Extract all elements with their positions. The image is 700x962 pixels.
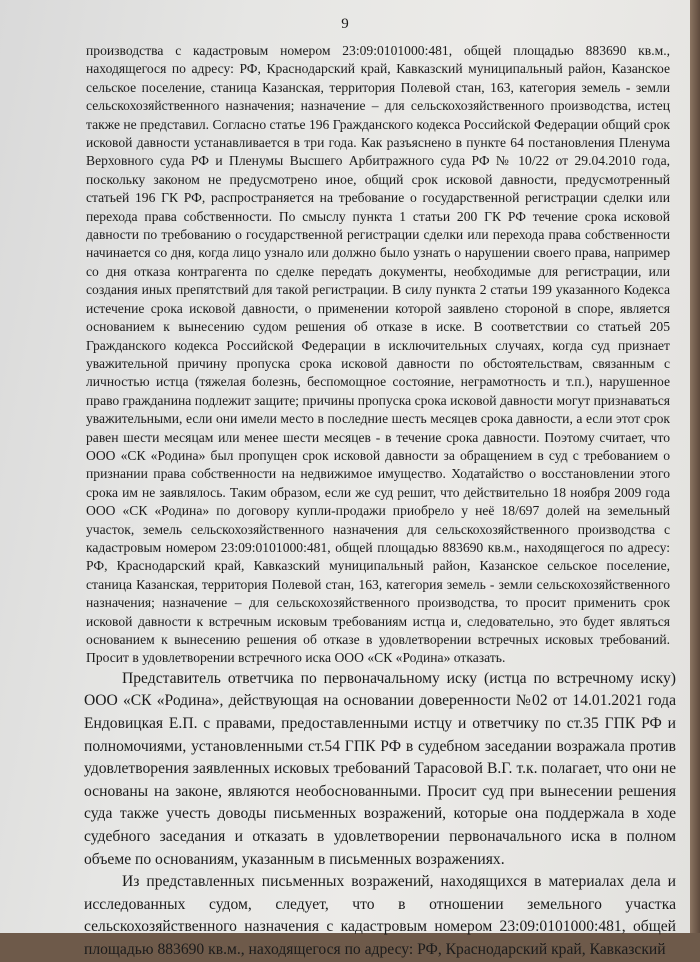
table-surface-edge <box>690 0 700 933</box>
page-number: 9 <box>341 16 349 32</box>
paragraph-written-objections: Из представленных письменных возражений, находящихся в материалах дела и исследованных судом, следует, что в отношении земельного участка сельскохозяйственного назначения с кадастровым номером 23:09:0101000:481, общей площадью 883690 кв.м., находящегося по адресу: РФ, Краснодарский край, Кавказский <box>84 873 676 958</box>
paragraph-statute-of-limitations: производства с кадастровым номером 23:09:0101000:481, общей площадью 883690 кв.м., находящегося по адресу: РФ, Краснодарский край, Кавказский муниципальный район, Казанское сельское поселение, станица Казанская, территория Полевой стан, 163, категория земель - земли сельскохозяйственного назначения; назначение – для сельскохозяйственного производства, истец также не представил. Согласно статье 196 Гражданского кодекса Российской Федерации общий срок исковой давности устанавливается в три года. Как разъяснено в пункте 64 постановления Пленума Верховного суда РФ и Пленумы Высшего Арбитражного суда РФ № 10/22 от 29.04.2010 года, поскольку законом не предусмотрено иное, общий срок исковой давности, предусмотренный статьей 196 ГК РФ, распространяется на требование о государственной регистрации сделки или перехода права собственности. По смыслу пункта 1 статьи 200 ГК РФ течение срока исковой давности по требованию о государственной регистрации сделки или перехода права собственности начинается со дня, когда лицо узнало или должно было узнать о нарушении своего права, например со дня отказа контрагента по сделке передать документы, необходимые для регистрации, или создания иных препятствий для такой регистрации. В силу пункта 2 статьи 199 указанного Кодекса истечение срока исковой давности, о применении которой заявлено стороной в споре, является основанием к вынесению судом решения об отказе в иске. В соответствии со статьей 205 Гражданского кодекса Российской Федерации в исключительных случаях, когда суд признает уважительной причину пропуска срока исковой давности по обстоятельствам, связанным с личностью истца (тяжелая болезнь, беспомощное состояние, неграмотность и т.п.), нарушенное право гражданина подлежит защите; причины пропуска срока исковой давности могут признаваться уважительными, если они имели место в последние шесть месяцев срока давности, а если этот срок равен шести месяцам или менее шести месяцев - в течение срока давности. Поэтому считает, что ООО «СК «Родина» был пропущен срок исковой давности за обращением в суд с требованием о признании права собственности на недвижимое имущество. Ходатайство о восстановлении этого срока им не заявлялось. Таким образом, если же суд решит, что действительно 18 ноября 2009 года ООО «СК «Родина» по договору купли-продажи приобрело у неё 18/697 долей на земельный участок, земель сельскохозяйственного назначения для сельскохозяйственного производства с кадастровым номером 23:09:0101000:481, общей площадью 883690 кв.м., находящегося по адресу: РФ, Краснодарский край, Кавказский муниципальный район, Казанское сельское поселение, станица Казанская, территория Полевой стан, 163, категория земель - земли сельскохозяйственного назначения; назначение – для сельскохозяйственного производства, то просит применить срок исковой давности к встречным исковым требованиям истца и, следовательно, это будет являться основанием к вынесению решения об отказе в удовлетворении встречных исковых требований. Просит в удовлетворении встречного иска ООО «СК «Родина» отказать. <box>86 43 670 666</box>
paragraph-defendant-representative: Представитель ответчика по первоначальному иску (истца по встречному иску) ООО «СК «Родина», действующая на основании доверенности №02 от 14.01.2021 года Ендовицкая Е.П. с правами, предоставленными истцу и ответчику по ст.35 ГПК РФ и полномочиями, установленными ст.54 ГПК РФ в судебном заседании возражала против удовлетворения заявленных исковых требований Тарасовой В.Г. т.к. полагает, что они не основаны на законе, являются необоснованными. Просит суд при вынесении решения суда также учесть доводы письменных возражений, которые она поддержала в ходе судебного заседания и отказать в удовлетворении первоначального иска в полном объеме по основаниям, указанным в письменных возражениях. <box>84 669 676 868</box>
document-body <box>84 42 676 962</box>
